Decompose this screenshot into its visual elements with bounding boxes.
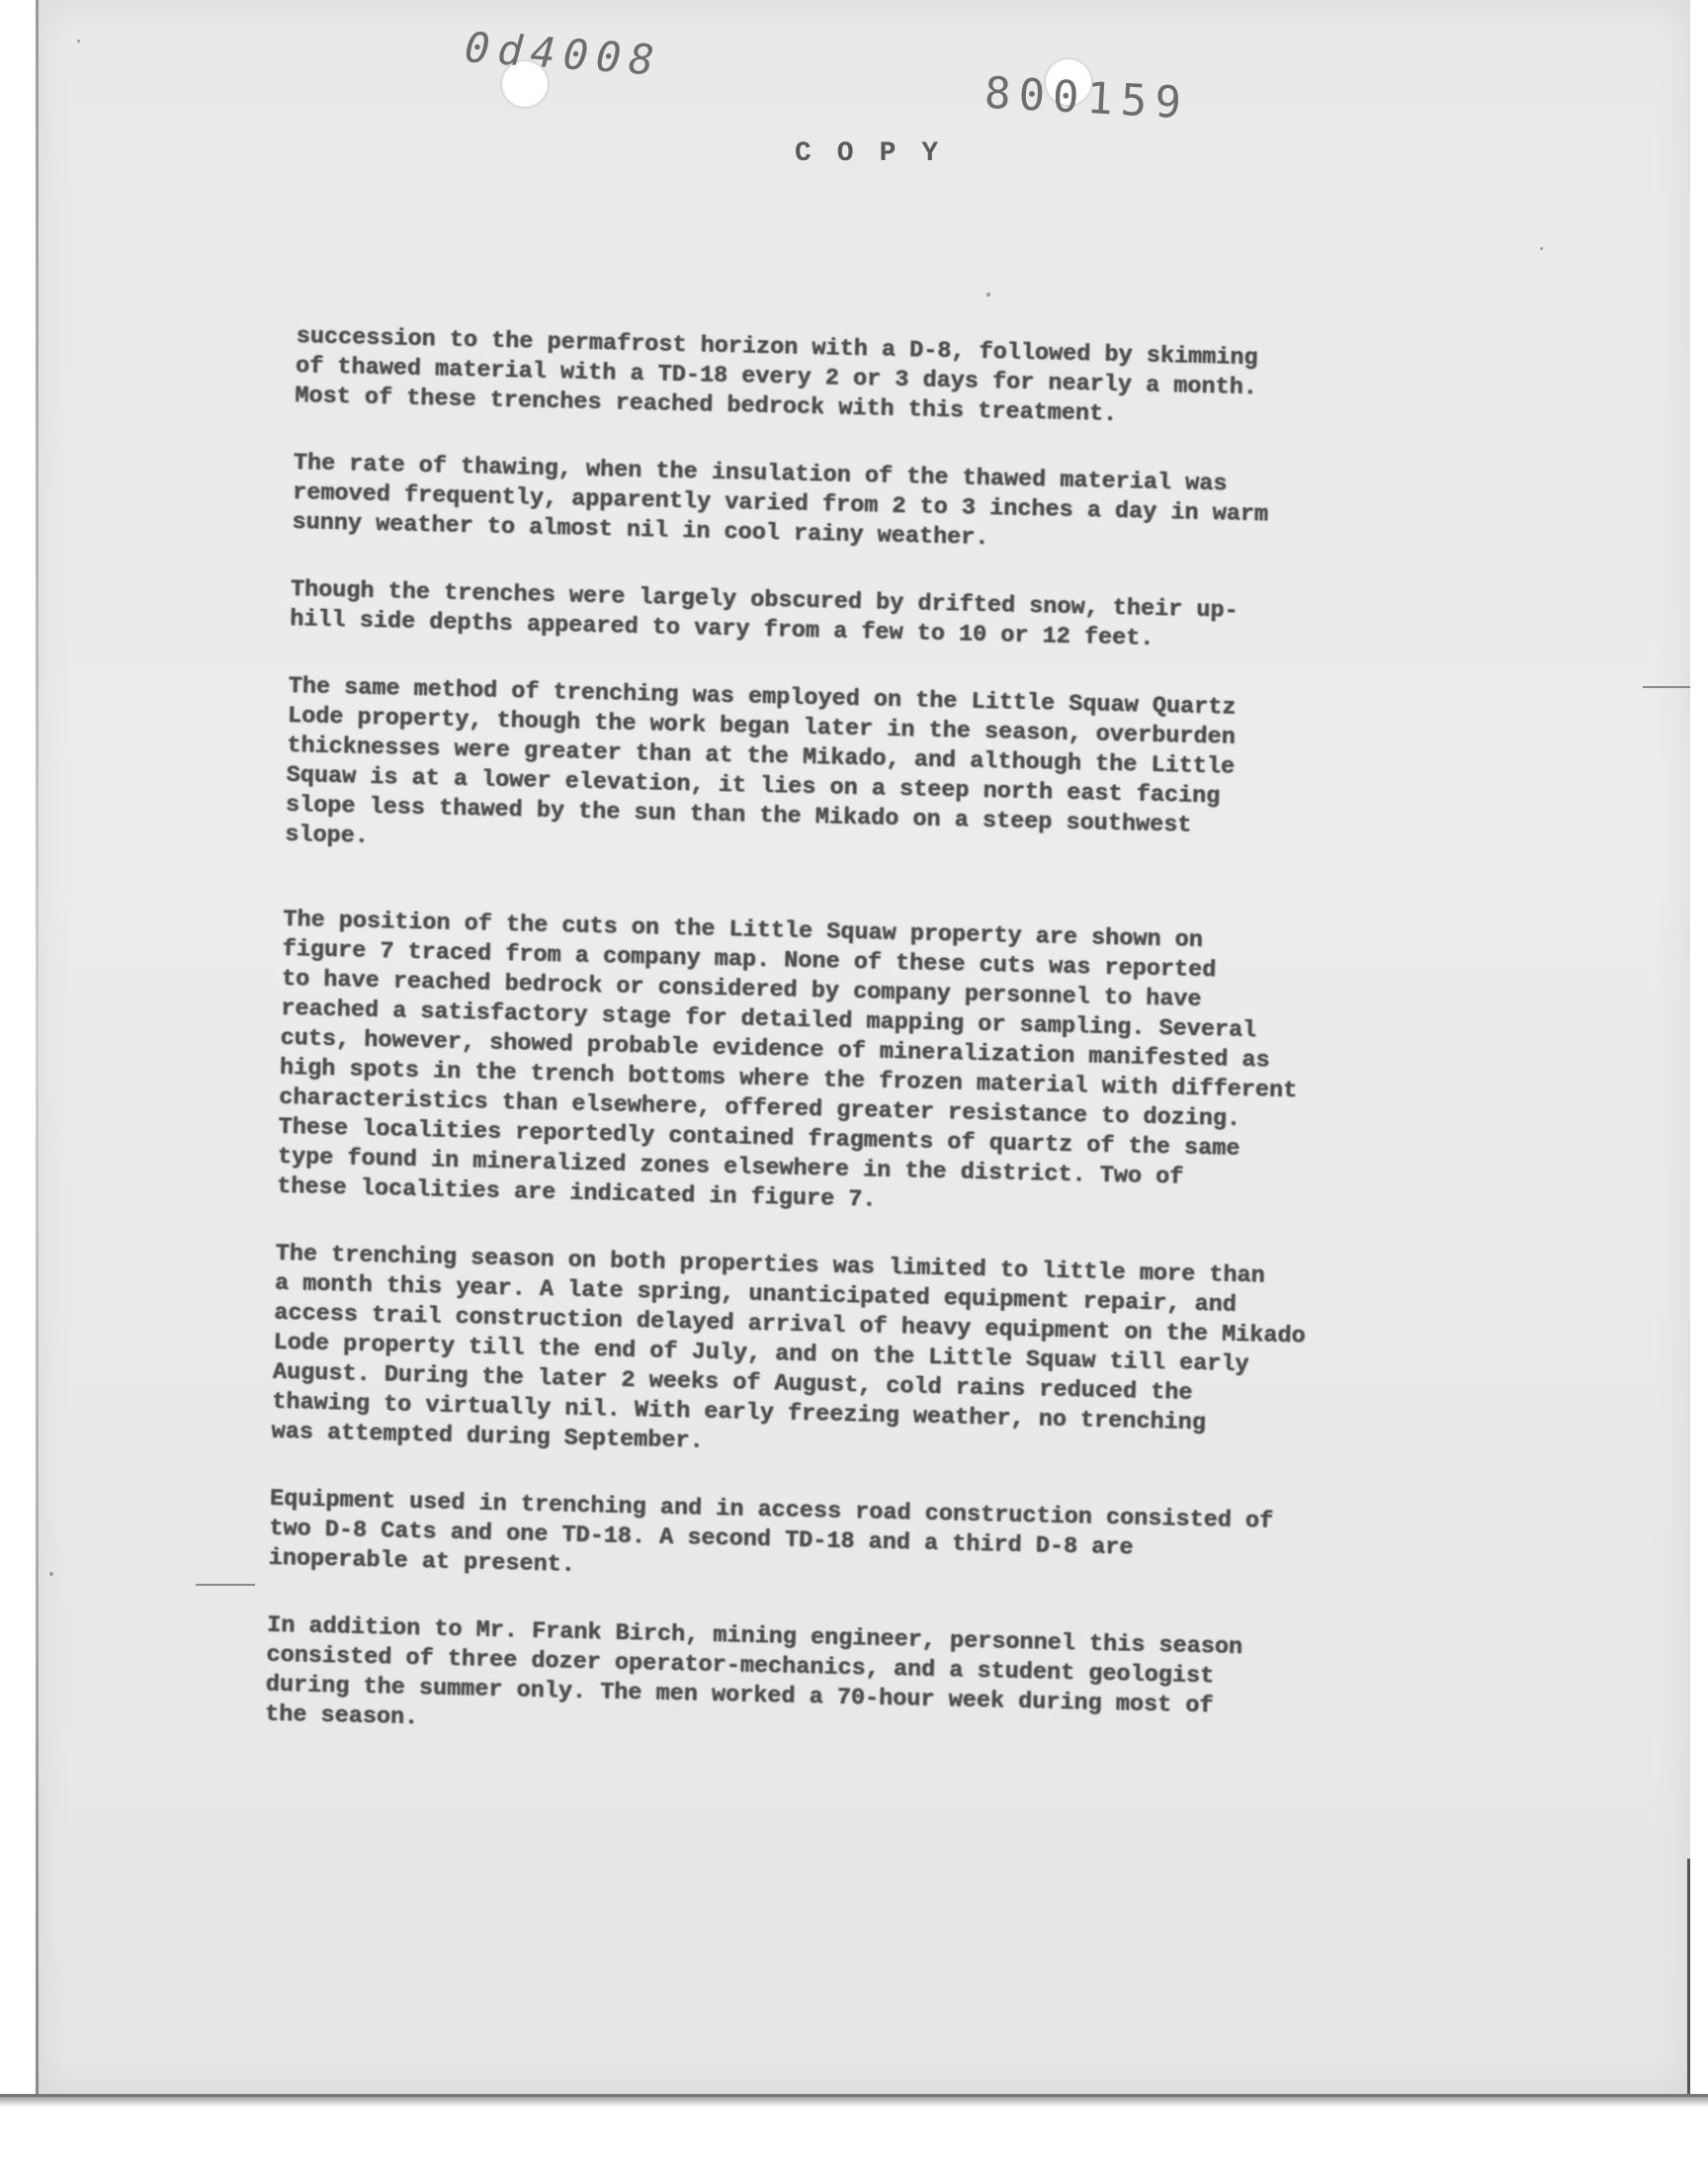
paragraph-cut-positions: The position of the cuts on the Little Squaw property are shown on figure 7 traced from a company map. None of these cuts was reported to have reached bedrock or considered by company personnel to have reached a satisfactory stage for detailed mapping or sampling. Several cuts, however, showed probable evidence of mineralization manifested as high spots in the trench bottoms where the frozen material with different characteristics than elsewhere, offered greater resistance to dozing. These localities reportedly contained fragments of quartz of the same type found in mineralized zones elsewhere in the district. Two of these localities are indicated in figure 7. [276,906,1298,1214]
document-number-stamp-right: 800159 [982,67,1191,130]
paragraph-equipment: Equipment used in trenching and in access road construction consisted of two D-8 Cats and one TD-18. A second TD-18 and a third D-8 are inoperable at present. [268,1485,1274,1579]
scan-speck [49,1572,53,1576]
scan-speck [77,40,80,43]
paragraph-trenching-season: The trenching season on both properties was limited to little more than a month this year. A late spring, unanticipated equipment repair, and access trail construction delayed arrival of heavy equipment on the Mikado Lode property till the end of July, and on the Little Squaw till early August. During the later 2 weeks of August, cold rains reduced the thawing to virtually nil. With early freezing weather, no trenching was attempted during September. [271,1240,1306,1455]
scan-bottom-edge [0,2097,1708,2107]
document-number-stamp-left: 0d4008 [463,23,664,85]
scan-speck [1540,247,1543,250]
paragraph-trench-depths: Though the trenches were largely obscured by drifted snow, their up- hill side depths appeared to vary from a few to 10 or 12 feet. [289,575,1238,652]
paragraph-permafrost-trenching: succession to the permafrost horizon with a D-8, followed by skimming of thawed material with a TD-18 every 2 or 3 days for nearly a month. Most of these trenches reached bedrock with this treatment. [295,322,1258,428]
paragraph-little-squaw-method: The same method of trenching was employed on the Little Squaw Quartz Lode property, though the work began later in the season, overburden thicknesses were greater than at the Mikado, and although the Little Squaw is at a lower elevation, it lies on a steep north east facing slope less thawed by the sun than the Mikado on a steep southwest slope. [284,672,1237,850]
paragraph-thaw-rate: The rate of thawing, when the insulation of the thawed material was removed frequently, apparently varied from 2 to 3 inches a day in warm sunny weather to almost nil in cool rainy weather. [292,449,1269,552]
scan-edge-mark [1643,686,1690,688]
document-body [264,322,1512,1795]
copy-header: COPY [795,138,965,169]
scan-edge-mark [196,1584,255,1586]
scan-speck [986,293,990,297]
paragraph-personnel: In addition to Mr. Frank Birch, mining engineer, personnel this season consisted of three dozer operator-mechanics, and a student geologist during the summer only. The men worked a 70-hour week during most of the season. [264,1611,1243,1732]
